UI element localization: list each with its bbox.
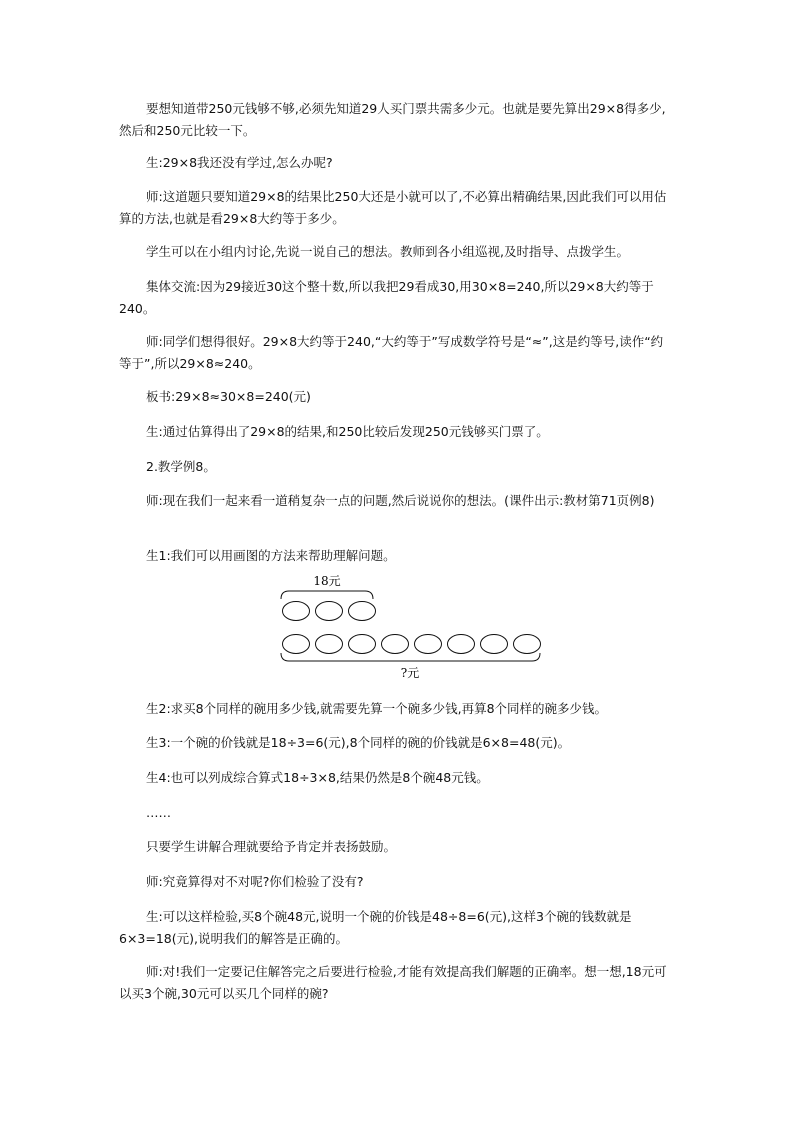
bottom-bowl-4 <box>382 635 409 654</box>
top-bowl-1 <box>283 602 310 621</box>
paragraph-11: 生1:我们可以用画图的方法来帮助理解问题。 <box>146 548 396 563</box>
paragraph-6: 师:同学们想得很好。29×8大约等于240,“大约等于”写成数学符号是“≈”,这是约等号,读作“约等于”,所以29×8≈240。 <box>119 334 664 371</box>
bottom-bowl-3 <box>349 635 376 654</box>
paragraph-4: 学生可以在小组内讨论,先说一说自己的想法。教师到各小组巡视,及时指导、点拨学生。 <box>146 244 629 259</box>
top-bowl-3 <box>349 602 376 621</box>
bowl-price-diagram <box>279 571 549 681</box>
paragraph-17: 师:究竟算得对不对呢?你们检验了没有? <box>146 874 364 889</box>
paragraph-10: 师:现在我们一起来看一道稍复杂一点的问题,然后说说你的想法。(课件出示:教材第71页例8) <box>146 493 655 508</box>
top-bowl-2 <box>316 602 343 621</box>
bottom-bowl-2 <box>316 635 343 654</box>
paragraph-9: 2.教学例8。 <box>146 459 216 474</box>
bottom-bowl-1 <box>283 635 310 654</box>
bottom-label: ?元 <box>400 666 420 680</box>
bottom-bowl-5 <box>415 635 442 654</box>
paragraph-18: 生:可以这样检验,买8个碗48元,说明一个碗的价钱是48÷8=6(元),这样3个碗的钱数就是6×3=18(元),说明我们的解答是正确的。 <box>119 909 632 946</box>
paragraph-5: 集体交流:因为29接近30这个整十数,所以我把29看成30,用30×8=240,所以29×8大约等于240。 <box>119 279 654 316</box>
top-bowl-row <box>283 602 376 621</box>
paragraph-13: 生3:一个碗的价钱就是18÷3=6(元),8个同样的碗的价钱就是6×8=48(元)。 <box>146 735 571 750</box>
top-brace <box>281 591 373 599</box>
paragraph-2: 生:29×8我还没有学过,怎么办呢? <box>146 155 333 170</box>
paragraph-16: 只要学生讲解合理就要给予肯定并表扬鼓励。 <box>146 839 397 854</box>
bottom-bowl-8 <box>514 635 541 654</box>
paragraph-7: 板书:29×8≈30×8=240(元) <box>146 389 311 404</box>
bottom-brace <box>281 653 540 661</box>
top-label: 18元 <box>313 574 341 588</box>
paragraph-14: 生4:也可以列成综合算式18÷3×8,结果仍然是8个碗48元钱。 <box>146 770 489 785</box>
paragraph-3: 师:这道题只要知道29×8的结果比250大还是小就可以了,不必算出精确结果,因此我们可以用估算的方法,也就是看29×8大约等于多少。 <box>119 189 667 226</box>
paragraph-15: …… <box>146 805 171 820</box>
bottom-bowl-row <box>283 635 541 654</box>
paragraph-8: 生:通过估算得出了29×8的结果,和250比较后发现250元钱够买门票了。 <box>146 424 549 439</box>
paragraph-12: 生2:求买8个同样的碗用多少钱,就需要先算一个碗多少钱,再算8个同样的碗多少钱。 <box>146 701 608 716</box>
bottom-bowl-6 <box>448 635 475 654</box>
paragraph-19: 师:对!我们一定要记住解答完之后要进行检验,才能有效提高我们解题的正确率。想一想,18元可以买3个碗,30元可以买几个同样的碗? <box>119 964 667 1001</box>
bottom-bowl-7 <box>481 635 508 654</box>
paragraph-1: 要想知道带250元钱够不够,必须先知道29人买门票共需多少元。也就是要先算出29×8得多少,然后和250元比较一下。 <box>119 101 666 138</box>
